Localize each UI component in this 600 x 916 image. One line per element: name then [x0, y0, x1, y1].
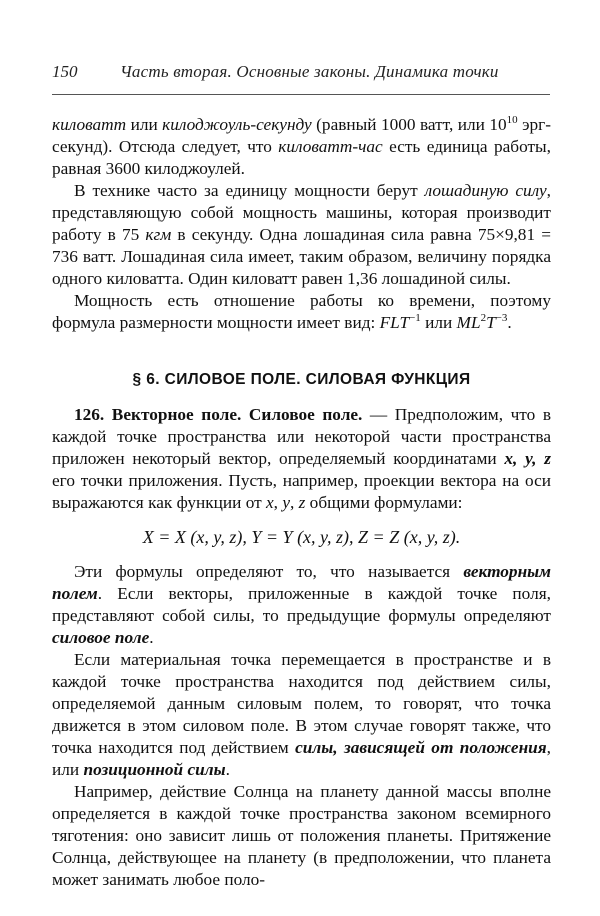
header-rule — [52, 94, 550, 95]
formula-vector-projections: X = X (x, y, z), Y = Y (x, y, z), Z = Z (x, y, z). — [142, 527, 461, 547]
term-horsepower: лошадиную силу — [424, 181, 547, 200]
paragraph-positional-force: Если материальная точка перемещается в пространстве и в каждой точке пространства находится под действием силы, определяемой данным силовым полем, то говорят, что точка движется в этом силовом поле. В этом случае говорят также, что точка находится под действием силы, зависящей от положения, или позиционной силы. — [52, 650, 551, 779]
subsection-title: 126. Векторное поле. Силовое поле. — [74, 405, 363, 424]
term-kilojoule-second: килоджоуль-секунду — [162, 115, 312, 134]
text-block-bottom — [52, 404, 551, 891]
paragraph-kilowatt: киловатт или килоджоуль-секунду (равный 1000 ватт, или $10^{10}$ эрг-секунд). Отсюда следует, что киловатт-час есть единица работы, равная 3600 килоджоулей. — [52, 114, 551, 178]
page-number: 150 — [52, 62, 78, 81]
paragraph-sun-example: Например, действие Солнца на планету данной массы вполне определяется в каждой точке пространства законом всемирного тяготения: оно зависит лишь от положения планеты. Притяжение Солнца, действующее на планету (в предположении, что планета может занимать любое поло- — [52, 782, 551, 889]
text-block-top — [52, 114, 551, 334]
term-positional-force: позиционной силы — [83, 760, 226, 779]
section-heading: § 6. СИЛОВОЕ ПОЛЕ. СИЛОВАЯ ФУНКЦИЯ — [132, 371, 471, 388]
running-head: Часть вторая. Основные законы. Динамика точки — [120, 62, 499, 81]
term-vector-field: векторным полем — [52, 562, 551, 603]
term-position-dependent-force: силы, зависящей от положения — [295, 738, 547, 757]
paragraph-field-definition: Эти формулы определяют то, что называется векторным полем. Если векторы, приложенные в каждой точке поля, представляют собой силы, то предыдущие формулы определяют силовое поле. — [52, 562, 551, 647]
paragraph-power-dimension: Мощность есть отношение работы ко времени, поэтому формула размерности мощности имеет вид: $FLT^{-1}$ или $ML^2T^{-3}$. — [52, 291, 551, 332]
term-kilowatt: киловатт — [52, 115, 127, 134]
term-force-field: силовое поле — [52, 628, 150, 647]
paragraph-horsepower: В технике часто за единицу мощности берут лошадиную силу, представляющую собой мощность машины, которая производит работу в 75 кгм в секунду. Одна лошадиная сила равна 75×9,81 = 736 ватт. Лошадиная сила имеет, таким образом, величину порядка одного киловатта. Один киловатт равен 1,36 лошадиной силы. — [52, 181, 551, 288]
paragraph-vector-field: 126. Векторное поле. Силовое поле. — Предположим, что в каждой точке пространства или некоторой части пространства приложен некоторый вектор, определяемый координатами x, y, z его точки приложения. Пусть, например, проекции вектора на оси выражаются как функции от x, y, z общими формулами: — [52, 405, 551, 512]
term-kilowatt-hour: киловатт-час — [278, 137, 383, 156]
